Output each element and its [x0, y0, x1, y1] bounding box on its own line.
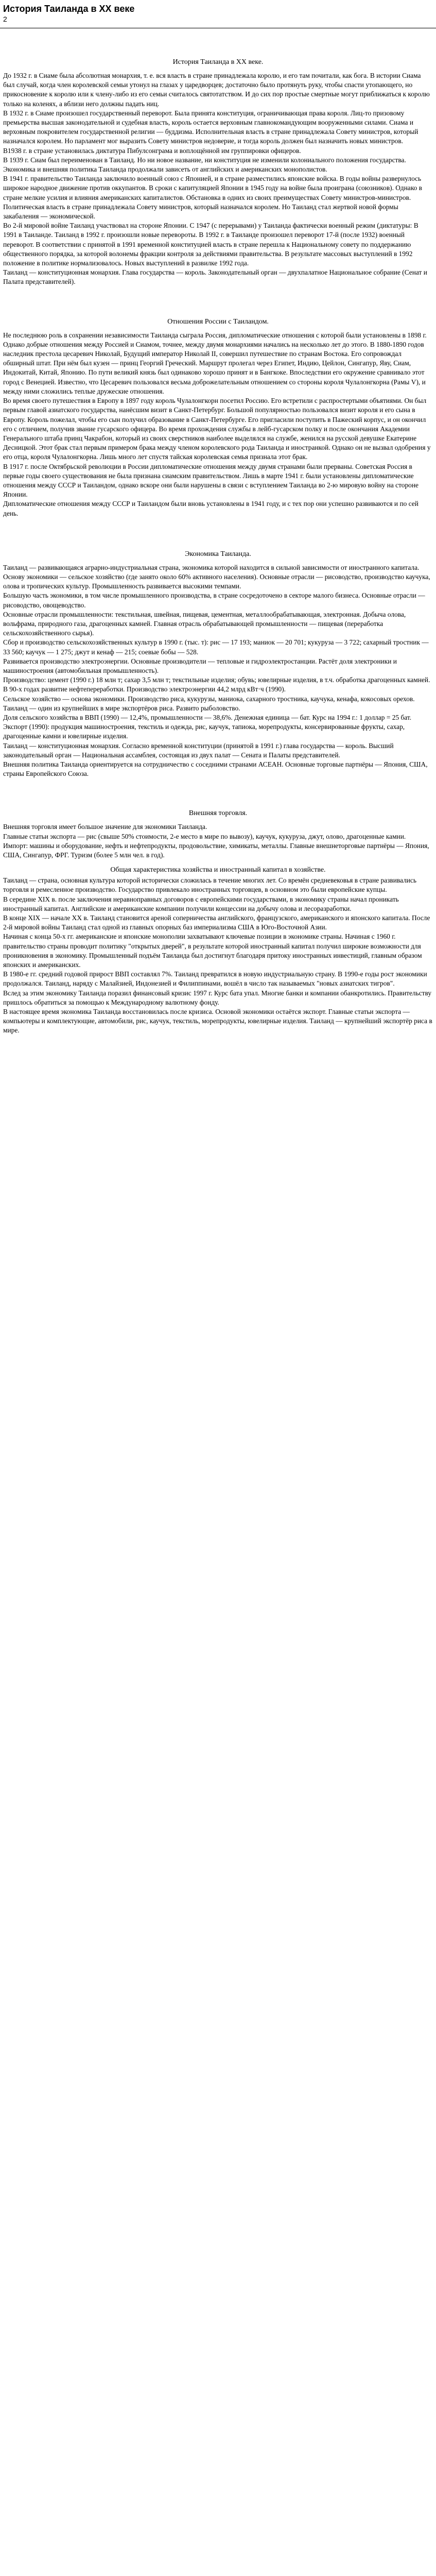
- paragraph: Главные статьи экспорта — рис (свыше 50% стоимости, 2-е место в мире по вывозу), каучук, кукуруза, джут, олово, драгоценные камни.: [3, 832, 406, 840]
- paragraph: Таиланд — страна, основная культура которой исторически сложилась в течение многих лет. Со времён средневековья в стране развивались торговля и ремесленное производство. Государство привлекало иностранных торговцев, в основном это были европейские купцы.: [3, 876, 416, 894]
- paragraph: Сельское хозяйство — основа экономики. Производство риса, кукурузы, маниока, сахарного тростника, каучука, кенафа, кокосовых орехов. Таиланд — один из крупнейших в мире экспортёров риса. Развито рыболовство.: [3, 694, 415, 712]
- paragraph: Производство: цемент (1990 г.) 18 млн т; сахар 3,5 млн т; текстильные изделия; обувь; ювелирные изделия, в т.ч. обработка драгоценных камней. В 90-х годах развитие нефтепереработки. Производство электроэнергии 44,2 млрд кВт·ч (1990).: [3, 676, 430, 693]
- section-title: Общая характеристика хозяйства и иностранный капитал в хозяйстве.: [110, 866, 326, 874]
- paragraph: В 1932 г. в Сиаме произошел государственный переворот. Была принята конституция, ограничивающая права короля. Лиц-то призовому премьерства высшая законодательной и судебная власть, король остается верховным главнокомандующим вооруженными силами. Сиама и верховным покровителем государственной религии — буддизма. Исполнительная власть в стране принадлежала Совету министров, который назначался королем. Но парламент мог выразить Совету министров недоверие, и тогда король должен был назначить новых министров.: [3, 109, 418, 145]
- paragraph: В середине XIX в. после заключения неравноправных договоров с европейскими государствами, в экономику страны начал проникать иностранный капитал. Английские и американские компании получили концессии на добычу олова и лесоразработки.: [3, 895, 399, 912]
- paragraph: Основные отрасли промышленности: текстильная, швейная, пищевая, цементная, металлообрабатывающая, электронная. Добыча олова, вольфрама, природного газа, драгоценных камней. Главная отрасль обрабатывающей промышленности — пищевая (переработка сельскохозяйственного сырья).: [3, 610, 406, 637]
- paragraph: В1938 г. в стране установилась диктатура Пибулсонграма и воплощённой им группировки офицеров.: [3, 146, 301, 155]
- paragraph: Экспорт (1990): продукция машиностроения, текстиль и одежда, рис, каучук, тапиока, морепродукты, консервированные фрукты, сахар, драгоценные камни и ювелирные изделия.: [3, 723, 405, 740]
- section-title: Экономика Таиланда.: [185, 550, 251, 558]
- section-history: [0, 57, 436, 287]
- paragraph: Внешняя торговля имеет большое значение для экономики Таиланда.: [3, 823, 207, 831]
- section-foreign-capital: [0, 865, 436, 1035]
- page-number: 2: [3, 15, 7, 23]
- paragraph: Начиная с конца 50-х гг. американские и японские монополии захватывают ключевые позиции в экономике страны. Начиная с 1960 г. правительство страны проводит политику "открытых дверей", в результате которой иностранный капитал получил широкие возможности для проникновения в экономику. Промышленный подъём Таиланда был достигнут благодаря притоку иностранных инвестиций, главным образом японских и американских.: [3, 933, 422, 969]
- paragraph: В 1980-е гг. средний годовой прирост ВВП составлял 7%. Таиланд превратился в новую индустриальную страну. В 1990-е годы рост экономики продолжался. Таиланд, наряду с Малайзией, Индонезией и Филиппинами, вошёл в число так называемых "новых азиатских тигров".: [3, 970, 427, 988]
- paragraph: Вслед за этим экономику Таиланда поразил финансовый кризис 1997 г. Курс бата упал. Многие банки и компании обанкротились. Правительству пришлось обратиться за помощью к Международному валютному фонду.: [3, 989, 432, 1006]
- section-title: Отношения России с Таиландом.: [167, 317, 269, 326]
- paragraph: В 1941 г. правительство Таиланда заключило военный союз с Японией, и в стране разместились японские войска. В годы войны развернулось широкое народное движение против оккупантов. В сроки с капитуляцией Японии в 1945 году на войне была проиграна (союзников). Однако в стране мелкие усилия и влияния американских капиталистов. Обстановка в одних из своих преимуществах Совету министров-министров. Политическая власть в стране принадлежала Совету министров, который назначался королем. Но Таиланд стал жертвой новой формы закабаления — экономической.: [3, 175, 422, 221]
- paragraph: В 1917 г. после Октябрьской революции в России дипломатические отношения между двумя странами были прерваны. Советская Россия в первые годы своего существования не была признана сиамским правительством. Лишь в марте 1941 г. были установлены дипломатические отношения между СССР и Таиландом, однако вскоре они были нарушены в связи с вступлением Таиланда во 2-ю мировую войну на стороне Японии.: [3, 462, 418, 499]
- document-title: История Таиланда в ХХ веке: [3, 4, 135, 14]
- section-title: История Таиланда в ХХ веке.: [172, 58, 264, 66]
- paragraph: Доля сельского хозяйства в ВВП (1990) — 12,4%, промышленности — 38,6%. Денежная единица — бат. Курс на 1994 г.: 1 доллар = 25 бат.: [3, 713, 412, 721]
- paragraph: Во 2-й мировой войне Таиланд участвовал на стороне Японии. С 1947 (с перерывами) у Таиланда фактически военный режим (диктатуры: В 1991 в Таиланде. Таиланд в 1992 г. произошли новые перевороты. В 1992 г. в Таиланде произошел переворот 17-й (после 1932) военный переворот. В соответствии с принятой в 1991 временной конституцией власть в стране перешла к Национальному совету по поддержанию общественного порядка, за которой волонемы фракции контроля за действиями правительства. В результате массовых выступлений в 1992 положение в политике нормализовалось. Новых выступлений в развилке 1992 года.: [3, 222, 418, 267]
- section-foreign-trade: [0, 808, 436, 860]
- section-russia-relations: [0, 317, 436, 518]
- paragraph: Импорт: машины и оборудование, нефть и нефтепродукты, продовольствие, химикаты, металлы. Главные внешнеторговые партнёры — Япония, США, Сингапур, ФРГ. Туризм (более 5 млн чел. в год).: [3, 841, 429, 859]
- paragraph: Развивается производство электроэнергии. Основные производители — тепловые и гидроэлектростанции. Растёт доля электроники и машиностроения (автомобильная промышленность).: [3, 657, 397, 674]
- section-economy: [0, 549, 436, 779]
- paragraph: В настоящее время экономика Таиланда восстановилась после кризиса. Основой экономики остаётся экспорт. Главные статьи экспорта — компьютеры и комплектующие, автомобили, рис, каучук, текстиль, морепродукты, ювелирные изделия. Таиланд — крупнейший экспортёр риса в мире.: [3, 1008, 432, 1035]
- paragraph: Внешняя политика Таиланда ориентируется на сотрудничество с соседними странами АСЕАН. Основные торговые партнёры — Япония, США, страны Европейского Союза.: [3, 760, 428, 778]
- section-title: Внешняя торговля.: [188, 809, 248, 818]
- paragraph: Сбор и производство сельскохозяйственных культур в 1990 г. (тыс. т): рис — 17 193; маниок — 20 701; кукуруза — 3 722; сахарный тростник — 33 560; каучук — 1 275; джут и кенаф — 215; соевые бобы — 528.: [3, 638, 429, 656]
- paragraph: Не последнюю роль в сохранении независимости Таиланда сыграла Россия, дипломатические отношения с которой были установлены в 1898 г. Однако добрые отношения между Россией и Сиамом, точнее, между двумя монархиями начались на несколько лет до этого. В 1880-1890 годов наследник престола цесаревич Николай, Будущий император Николай II, совершил путешествие по странам Востока. Его сопровождал обширный штат. При нём был кузен — принц Георгий Греческий. Маршрут пролегал через Египет, Индию, Цейлон, Сингапур, Яву, Сиам, Индокитай, Китай, Японию. По пути великий князь был одинаково хорошо принят и в Бангкоке. Впоследствии его окружение сравнивало этот город с Венецией. Известно, что Цесаревич пользовался весьма доброжелательным отношением со стороны короля Чулалонгкорна (Рамы V), и между ними сложились теплые дружеские отношения.: [3, 331, 427, 395]
- paragraph: Таиланд — конституционная монархия. Глава государства — король. Законодательный орган — двухпалатное Национальное собрание (Сенат и Палата представителей).: [3, 268, 427, 286]
- paragraph: До 1932 г. в Сиаме была абсолютная монархия, т. е. вся власть в стране принадлежала королю, и его там почитали, как бога. В истории Сиама был случай, когда член королевской семьи утонул на глазах у царедворцев; достаточно было протянуть руку, чтобы спасти утопающего, но прикосновение к королю или к члену-либо из его семьи считалось святотатством. И до сих пор простые смертные могут приближаться к королю только на коленях, а вблизи него должны падать ниц.: [3, 72, 430, 108]
- paragraph: В конце XIX — начале XX в. Таиланд становится ареной соперничества английского, французского, американского и японского капитала. После 2-й мировой войны Таиланд стал одной из главных опорных баз империализма США в Юго-Восточной Азии.: [3, 914, 430, 931]
- paragraph: Таиланд — развивающаяся аграрно-индустриальная страна, экономика которой находится в сильной зависимости от иностранного капитала. Основу экономики — сельское хозяйство (где занято около 60% активного населения). Основные отрасли — рисоводство, производство каучука, олова и тропических культур. Промышленность развивается высокими темпами.: [3, 563, 430, 590]
- paragraph: Дипломатические отношения между СССР и Таиландом были вновь установлены в 1941 году, и с тех пор они успешно развиваются и по сей день.: [3, 500, 418, 517]
- paragraph: В 1939 г. Сиам был переименован в Таиланд. Но ни новое название, ни конституция не изменили колониального положения государства. Экономика и внешняя политика Таиланда продолжали зависеть от английских и американских монополистов.: [3, 156, 406, 174]
- paragraph: Во время своего путешествия в Европу в 1897 году король Чулалонгкорн посетил Россию. Его встретили с распростертыми объятиями. Он был первым главой азиатского государства, нанёсшим визит в Санкт-Петербург. Большой популярностью пользовался визит короля и его сына в Европу. Король пожелал, чтобы его сын получил образование в Санкт-Петербурге. Его пригласили поступить в Пажеский корпус, и он окончил его с отличием, получив звание гусарского офицера. Во время прохождения службы в лейб-гусарском полку и после окончания Академии Генерального штаба принц Чакрабон, который из своих сверстников наиболее выделялся на службе, женился на русской девушке Екатерине Десницкой. Этот брак стал первым примером брака между членом королевского рода Таиланда и иностранкой. Однако он не вызвал одобрения у его отца, короля Чулалонгкорна. Лишь много лет спустя тайская королевская семья признала этот брак.: [3, 397, 431, 461]
- paragraph: Таиланд — конституционная монархия. Согласно временной конституции (принятой в 1991 г.) глава государства — король. Высший законодательный орган — Национальная ассамблея, состоящая из двух палат — Сената и Палаты представителей.: [3, 741, 394, 759]
- paragraph: Большую часть экономики, в том числе промышленного производства, в стране сосредоточено в секторе малого бизнеса. Основные отрасли — рисоводство, овощеводство.: [3, 591, 425, 609]
